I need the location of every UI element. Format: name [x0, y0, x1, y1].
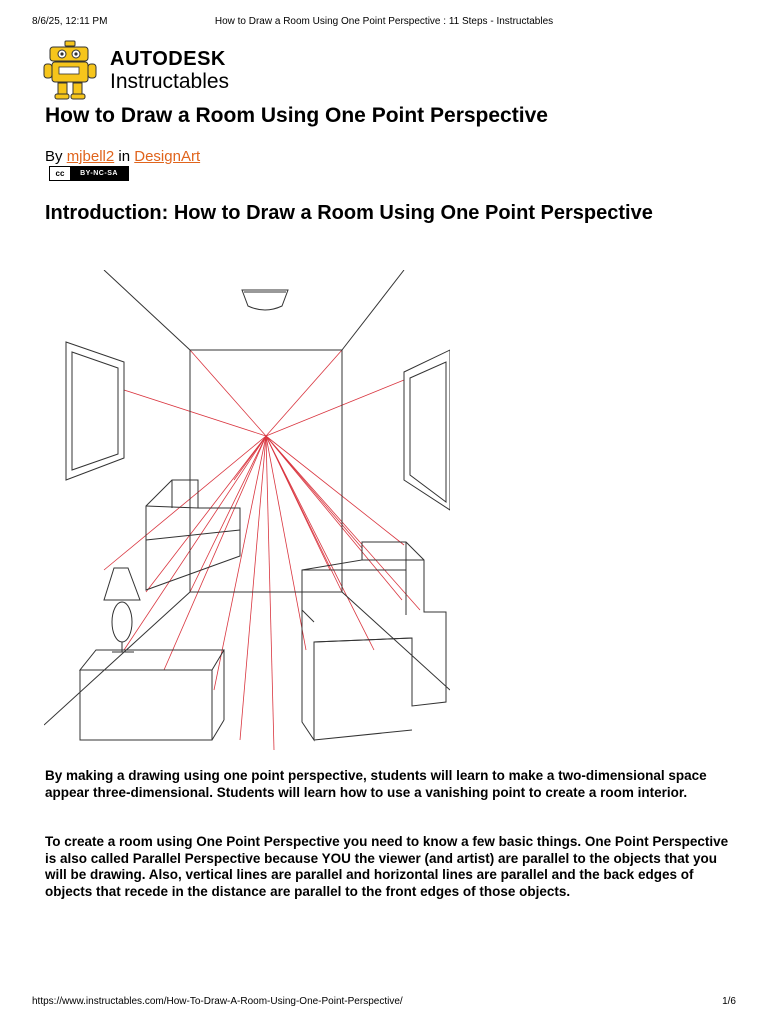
- brand-name-instructables: Instructables: [110, 70, 230, 93]
- intro-heading: Introduction: How to Draw a Room Using One Point Perspective: [45, 202, 653, 224]
- instructables-robot-icon[interactable]: [42, 40, 98, 102]
- byline: [45, 148, 200, 165]
- brand-name-autodesk: AUTODESK: [110, 48, 226, 70]
- category-link[interactable]: DesignArt: [134, 148, 201, 165]
- intro-paragraph-1: By making a drawing using one point perspective, students will learn to make a two-dimensional space appear three-dimensional. Students will learn how to use a vanishing point to create a room interior.: [45, 768, 707, 800]
- print-url: https://www.instructables.com/How-To-Draw-A-Room-Using-One-Point-Perspective/: [32, 996, 403, 1007]
- one-point-perspective-room-drawing: [44, 270, 450, 766]
- brand-wordmark[interactable]: [110, 48, 229, 94]
- license-badge[interactable]: [49, 166, 129, 181]
- print-date: 8/6/25, 12:11 PM: [32, 16, 108, 27]
- article-title: How to Draw a Room Using One Point Perspective: [45, 104, 548, 127]
- page-number: 1/6: [722, 996, 736, 1007]
- by-label: By: [45, 148, 63, 165]
- in-label: in: [118, 148, 131, 165]
- intro-paragraph-2: To create a room using One Point Perspective you need to know a few basic things. One Point Perspective is also called Parallel Perspective because YOU the viewer (and artist) are parallel to the objects that you will be drawing. Also, vertical lines are parallel and horizontal lines are parallel and the back edges of objects that recede in the distance are parallel to the front edges of those objects.: [45, 834, 729, 899]
- author-link[interactable]: mjbell2: [66, 148, 115, 165]
- print-page-title: How to Draw a Room Using One Point Perspective : 11 Steps - Instructables: [214, 16, 554, 27]
- cc-icon: cc: [55, 169, 65, 178]
- license-text: BY-NC-SA: [70, 167, 128, 180]
